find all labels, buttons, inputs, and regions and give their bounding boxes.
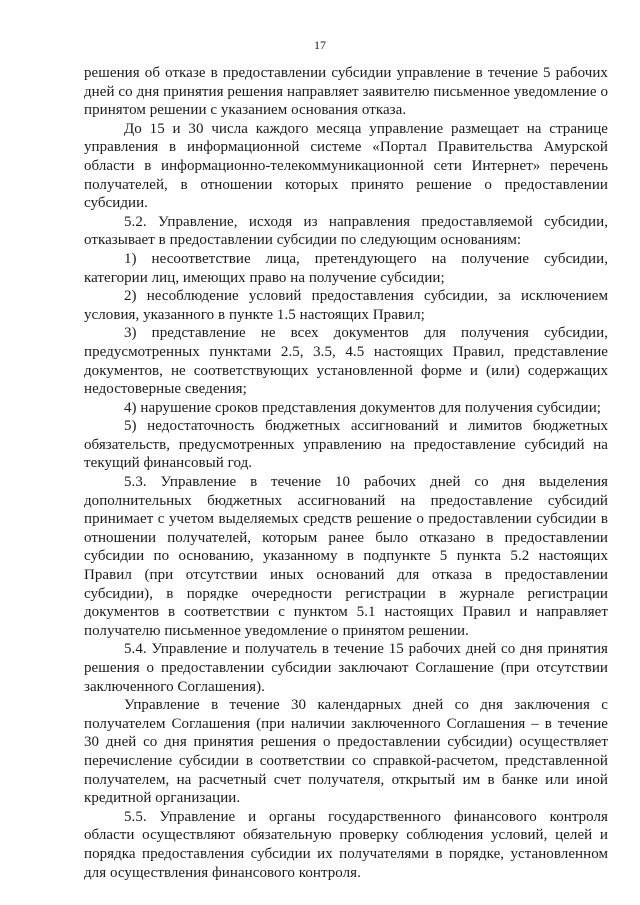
list-item-2: 2) несоблюдение условий предоставления субсидии, за исключением условия, указанного в пункте 1.5 настоящих Правил;: [84, 288, 608, 323]
paragraph-5-2: 5.2. Управление, исходя из направления предоставляемой субсидии, отказывает в предоставлении субсидии по следующим основаниям:: [84, 213, 608, 249]
list-item-1: 1) несоответствие лица, претендующего на получение субсидии, категории лиц, имеющих право на получение субсидии;: [84, 250, 608, 286]
paragraph-5-4: 5.4. Управление и получатель в течение 15 рабочих дней со дня принятия решения о предоставлении субсидии заключают Соглашение (при отсутствии заключенного Соглашения).: [84, 641, 608, 695]
paragraph-5-3: 5.3. Управление в течение 10 рабочих дней со дня выделения дополнительных бюджетных ассигнований на предоставление субсидий принимает с учетом выделяемых средств решение о предоставлении субсидии в отношении получателей, которым ранее было отказано в предоставлении субсидии по основанию, указанному в подпункте 5 пункта 5.2 настоящих Правил (при отсутствии иных оснований для отказа в предоставлении субсидии), в порядке очередности регистрации в журнале регистрации документов в соответствии с пунктом 5.1 настоящих Правил и направляет получателю письменное уведомление о принятом решении.: [84, 474, 608, 639]
paragraph-publication: До 15 и 30 числа каждого месяца управление размещает на странице управления в информационной системе «Портал Правительства Амурской области в информационно-телекоммуникационной сети Интернет» перечень получателей, в отношении которых принято решение о предоставлении субсидии.: [84, 120, 608, 212]
paragraph-transfer: Управление в течение 30 календарных дней со дня заключения с получателем Соглашения (при наличии заключенного Соглашения – в течение 30 дней со дня принятия решения о предоставлении субсидии) осуществляет перечисление субсидии в соответствии со справкой-расчетом, представленной получателем, на расчетный счет получателя, открытый им в банке или иной кредитной организации.: [84, 697, 608, 807]
page-number: 17: [314, 38, 326, 52]
paragraph-continuation: решения об отказе в предоставлении субсидии управление в течение 5 рабочих дней со дня принятия решения направляет заявителю письменное уведомление о принятом решении с указанием основания отказа.: [84, 65, 608, 119]
list-item-3: 3) представление не всех документов для получения субсидии, предусмотренных пунктами 2.5, 3.5, 4.5 настоящих Правил, представление документов, не соответствующих установленной форме и (или) содержащих недостоверные сведения;: [84, 325, 608, 398]
paragraph-5-5: 5.5. Управление и органы государственного финансового контроля области осуществляют обязательную проверку соблюдения условий, целей и порядка предоставления субсидии их получателями в порядке, установленном для осуществления финансового контроля.: [84, 808, 608, 881]
list-item-5: 5) недостаточность бюджетных ассигнований и лимитов бюджетных обязательств, предусмотренных управлению на предоставление субсидий на текущий финансовый год.: [84, 418, 608, 472]
list-item-4: 4) нарушение сроков представления документов для получения субсидии;: [124, 399, 602, 416]
document-body: [84, 64, 608, 882]
